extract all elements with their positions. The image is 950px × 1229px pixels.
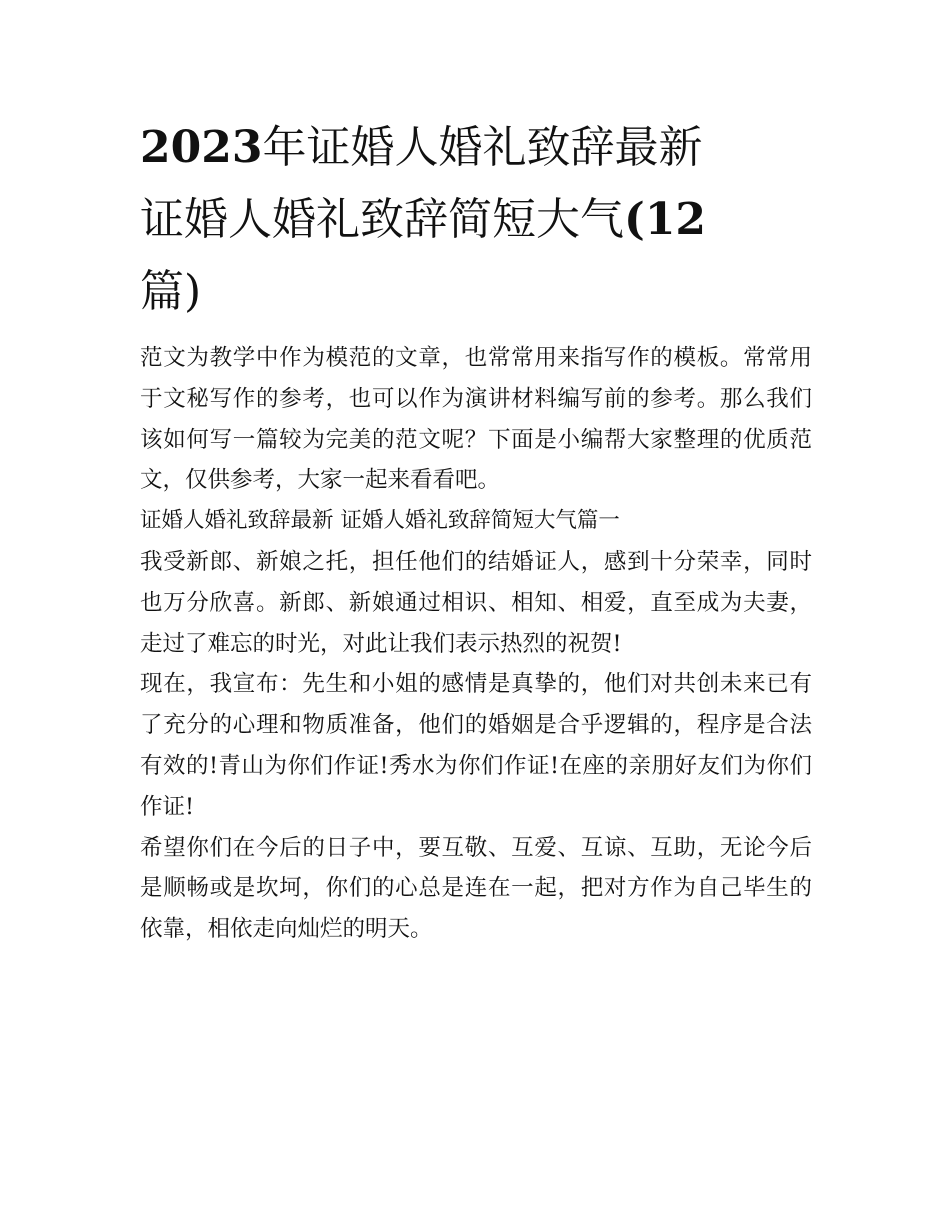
title-line-3 <box>140 256 812 328</box>
body-paragraph-2: 现在，我宣布：先生和小姐的感情是真挚的，他们对共创未来已有了充分的心理和物质准备，他们的婚姻是合乎逻辑的，程序是合法有效的!青山为你们作证!秀水为你们作证!在座的亲朋好友们为你们作证! <box>140 671 812 820</box>
title-line-1 <box>140 112 812 184</box>
title-year: 2023 <box>140 122 263 173</box>
title-line-3-text: 篇) <box>140 266 202 317</box>
body-paragraph-3: 希望你们在今后的日子中，要互敬、互爱、互谅、互助，无论今后是顺畅或是坎坷，你们的心总是连在一起，把对方作为自己毕生的依靠，相依走向灿烂的明天。 <box>140 834 812 943</box>
title-line-2 <box>140 184 812 256</box>
intro-paragraph: 范文为教学中作为模范的文章，也常常用来指写作的模板。常常用于文秘写作的参考，也可以作为演讲材料编写前的参考。那么我们该如何写一篇较为完美的范文呢？下面是小编帮大家整理的优质范文，仅供参考，大家一起来看看吧。 <box>140 345 812 494</box>
title-line-1-text: 年证婚人婚礼致辞最新 <box>262 122 703 173</box>
title-line-2-text: 证婚人婚礼致辞简短大气 <box>140 194 624 245</box>
section-heading: 证婚人婚礼致辞最新 证婚人婚礼致辞简短大气篇一 <box>140 508 620 534</box>
document-title <box>140 112 812 328</box>
body-paragraph-1: 我受新郎、新娘之托，担任他们的结婚证人，感到十分荣幸，同时也万分欣喜。新郎、新娘通过相识、相知、相爱，直至成为夫妻，走过了难忘的时光，对此让我们表示热烈的祝贺! <box>140 548 812 657</box>
document-body <box>140 338 812 950</box>
document-page <box>140 112 812 950</box>
title-line-2-suffix: (12 <box>624 194 707 245</box>
